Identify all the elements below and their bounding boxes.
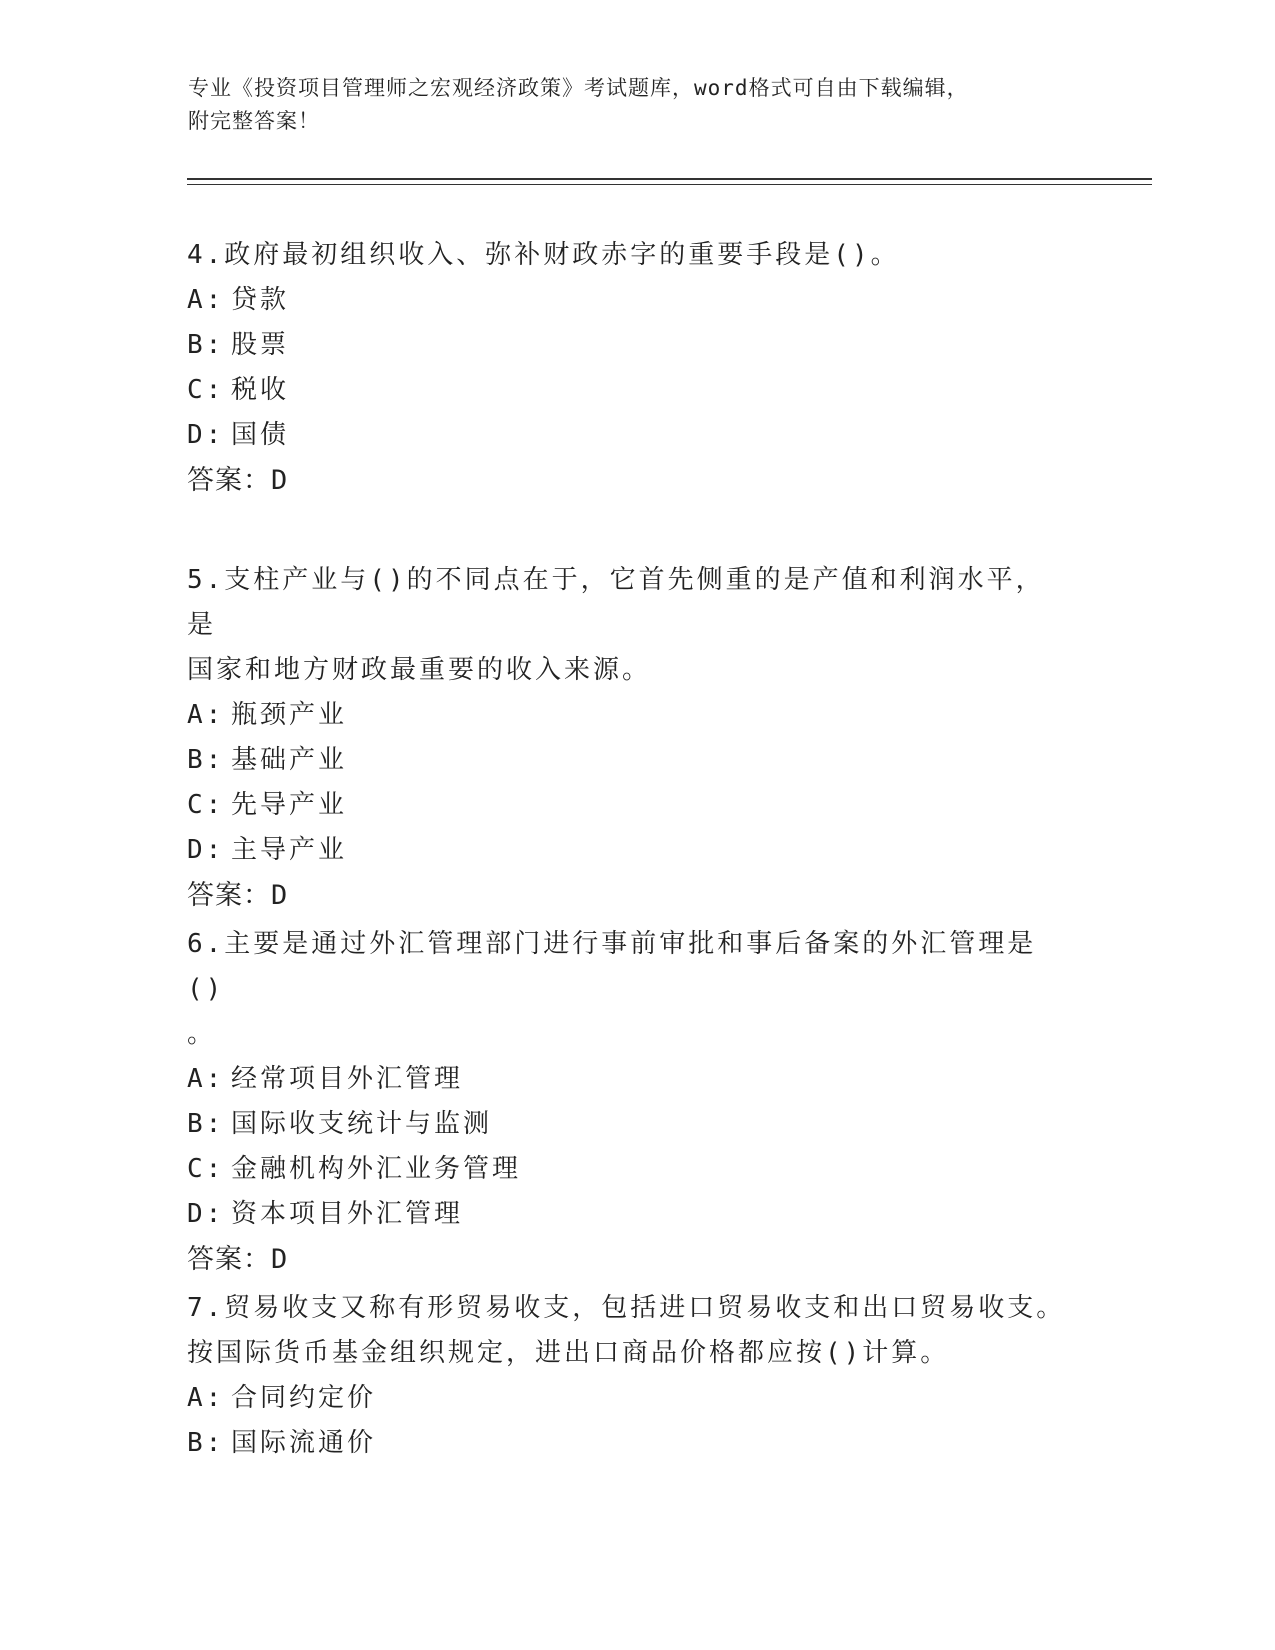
option-key: A: [187,1383,225,1413]
option-text: 先导产业 [231,790,348,820]
option-key: B: [187,1428,225,1458]
header-line-2: 附完整答案！ [188,109,320,133]
question-stem-line: 。 [187,1019,217,1049]
option-text: 瓶颈产业 [231,700,348,730]
option-key: C: [187,1154,225,1184]
option-a [187,278,1067,323]
option-text: 基础产业 [231,745,348,775]
answer-line [187,458,1067,503]
option-key: C: [187,375,225,405]
question-block [187,922,1067,1282]
question-stem-line: 国家和地方财政最重要的收入来源。 [187,655,652,685]
option-key: B: [187,1109,225,1139]
answer-value: D [271,880,289,911]
option-d [187,828,1067,873]
option-b [187,323,1067,368]
option-a [187,1376,1067,1421]
option-d [187,1192,1067,1237]
option-text: 国际流通价 [231,1428,377,1458]
option-c [187,783,1067,828]
option-key: B: [187,330,225,360]
answer-value: D [271,465,289,496]
option-a [187,1057,1067,1102]
answer-label: 答案： [187,1244,271,1275]
option-text: 金融机构外汇业务管理 [231,1154,522,1184]
question-block [187,233,1067,503]
option-key: D: [187,1199,225,1229]
header-line-1: 专业《投资项目管理师之宏观经济政策》考试题库，word格式可自由下载编辑， [188,76,969,100]
question-stem-line: 7.贸易收支又称有形贸易收支，包括进口贸易收支和出口贸易收支。 [187,1293,1066,1323]
option-key: C: [187,790,225,820]
option-key: A: [187,285,225,315]
option-key: D: [187,420,225,450]
option-key: A: [187,1064,225,1094]
option-b [187,1421,1067,1466]
option-d [187,413,1067,458]
option-text: 合同约定价 [231,1383,377,1413]
header-divider-thin [187,184,1152,185]
question-stem-line: 按国际货币基金组织规定，进出口商品价格都应按()计算。 [187,1338,950,1368]
question-block [187,1286,1067,1466]
answer-label: 答案： [187,465,271,496]
option-b [187,1102,1067,1147]
option-key: D: [187,835,225,865]
answer-line [187,873,1067,918]
question-stem-line: 6.主要是通过外汇管理部门进行事前审批和事后备案的外汇管理是() [187,929,1037,1004]
option-c [187,368,1067,413]
answer-value: D [271,1244,289,1275]
option-text: 主导产业 [231,835,348,865]
answer-label: 答案： [187,880,271,911]
option-text: 国债 [231,420,290,450]
header-divider-thick [187,178,1152,180]
question-stem-line: 5.支柱产业与()的不同点在于，它首先侧重的是产值和利润水平，是 [187,565,1045,640]
answer-line [187,1237,1067,1282]
document-header [188,72,1068,138]
option-text: 经常项目外汇管理 [231,1064,464,1094]
option-key: A: [187,700,225,730]
question-block [187,558,1067,918]
question-stem-line: 4.政府最初组织收入、弥补财政赤字的重要手段是()。 [187,240,900,270]
option-key: B: [187,745,225,775]
option-text: 贷款 [231,285,290,315]
option-a [187,693,1067,738]
option-text: 国际收支统计与监测 [231,1109,493,1139]
option-c [187,1147,1067,1192]
option-text: 税收 [231,375,290,405]
option-text: 资本项目外汇管理 [231,1199,464,1229]
option-b [187,738,1067,783]
option-text: 股票 [231,330,290,360]
